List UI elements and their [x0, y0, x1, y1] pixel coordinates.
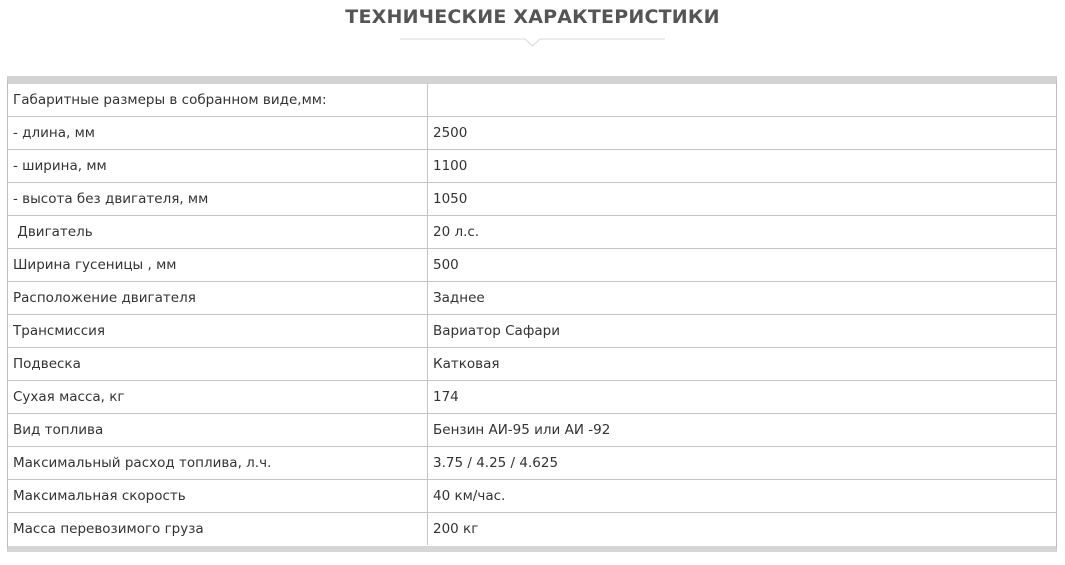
section-title: ТЕХНИЧЕСКИЕ ХАРАКТЕРИСТИКИ — [345, 6, 720, 28]
spec-name: Подвеска — [8, 348, 428, 381]
spec-value: 1050 — [428, 183, 1057, 216]
spec-name: Двигатель — [8, 216, 428, 249]
spec-value: 2500 — [428, 117, 1057, 150]
table-row — [8, 447, 1056, 480]
table-row — [8, 150, 1056, 183]
spec-value: 200 кг — [428, 513, 1057, 546]
spec-name: Максимальная скорость — [8, 480, 428, 513]
spec-value: 20 л.с. — [428, 216, 1057, 249]
spec-value: Заднее — [428, 282, 1057, 315]
spec-value — [428, 84, 1057, 117]
table-row — [8, 117, 1056, 150]
spec-name: Вид топлива — [8, 414, 428, 447]
spec-name: Масса перевозимого груза — [8, 513, 428, 546]
spec-value: 174 — [428, 381, 1057, 414]
spec-name: - высота без двигателя, мм — [8, 183, 428, 216]
spec-value: 1100 — [428, 150, 1057, 183]
spec-name: Ширина гусеницы , мм — [8, 249, 428, 282]
spec-name: Габаритные размеры в собранном виде,мм: — [8, 84, 428, 117]
specs-table-frame — [7, 76, 1057, 552]
table-row — [8, 216, 1056, 249]
table-row — [8, 480, 1056, 513]
table-row — [8, 249, 1056, 282]
section-header — [0, 0, 1065, 60]
table-row — [8, 84, 1056, 117]
table-row — [8, 282, 1056, 315]
table-row — [8, 381, 1056, 414]
spec-name: Трансмиссия — [8, 315, 428, 348]
table-row — [8, 183, 1056, 216]
spec-value: Катковая — [428, 348, 1057, 381]
table-row — [8, 348, 1056, 381]
spec-value: 40 км/час. — [428, 480, 1057, 513]
spec-name: - длина, мм — [8, 117, 428, 150]
title-underline-decoration — [400, 38, 665, 48]
table-row — [8, 513, 1056, 546]
spec-value: 3.75 / 4.25 / 4.625 — [428, 447, 1057, 480]
spec-value: 500 — [428, 249, 1057, 282]
spec-name: Максимальный расход топлива, л.ч. — [8, 447, 428, 480]
spec-value: Вариатор Сафари — [428, 315, 1057, 348]
spec-name: - ширина, мм — [8, 150, 428, 183]
spec-value: Бензин АИ-95 или АИ -92 — [428, 414, 1057, 447]
spec-name: Сухая масса, кг — [8, 381, 428, 414]
table-row — [8, 315, 1056, 348]
specs-table — [8, 84, 1056, 545]
table-row — [8, 414, 1056, 447]
spec-name: Расположение двигателя — [8, 282, 428, 315]
